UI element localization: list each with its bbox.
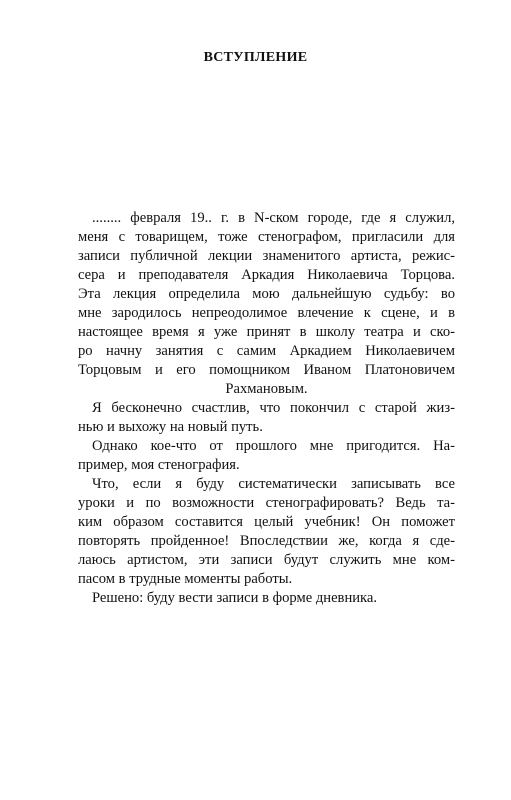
text-line: пасом в трудные моменты работы.	[78, 571, 293, 587]
text-line: лаюсь артистом, эти записи будут служить мне ком-	[78, 552, 455, 568]
text-line: повторять пройденное! Впоследствии же, когда я сде-	[78, 533, 455, 549]
text-line: Что, если я буду систематически записывать все	[92, 476, 455, 492]
text-line: Решено: буду вести записи в форме дневника.	[92, 590, 378, 606]
text-line: нью и выхожу на новый путь.	[78, 419, 263, 435]
text-line: ким образом составится целый учебник! Он поможет	[78, 514, 455, 530]
text-line: Однако кое-что от прошлого мне пригодится. На-	[92, 438, 455, 454]
text-line: Торцовым и его помощником Иваном Платоновичем	[78, 362, 455, 378]
body-text	[78, 209, 455, 608]
paragraph	[78, 475, 455, 589]
text-line: Рахмановым.	[225, 381, 308, 397]
text-line: настоящее время я уже принят в школу театра и ско-	[78, 324, 455, 340]
text-line: пример, моя стенография.	[78, 457, 240, 473]
text-line: уроки и по возможности стенографировать? Ведь та-	[78, 495, 455, 511]
text-line: Эта лекция определила мою дальнейшую судьбу: во	[78, 286, 455, 302]
text-line: ро начну занятия с самим Аркадием Николаевичем	[78, 343, 455, 359]
text-line: записи публичной лекции знаменитого артиста, режис-	[78, 248, 455, 264]
paragraph	[78, 589, 455, 608]
text-line: ........ февраля 19.. г. в N-ском городе, где я служил,	[92, 210, 455, 226]
text-line: меня с товарищем, тоже стенографом, пригласили для	[78, 229, 455, 245]
text-line: Я бесконечно счастлив, что покончил с старой жиз-	[92, 400, 455, 416]
paragraph	[78, 209, 455, 399]
paragraph	[78, 399, 455, 437]
text-line: мне зародилось непреодолимое влечение к сцене, и в	[78, 305, 455, 321]
text-line: сера и преподавателя Аркадия Николаевича Торцова.	[78, 267, 455, 283]
chapter-title: ВСТУПЛЕНИЕ	[203, 50, 308, 65]
paragraph	[78, 437, 455, 475]
